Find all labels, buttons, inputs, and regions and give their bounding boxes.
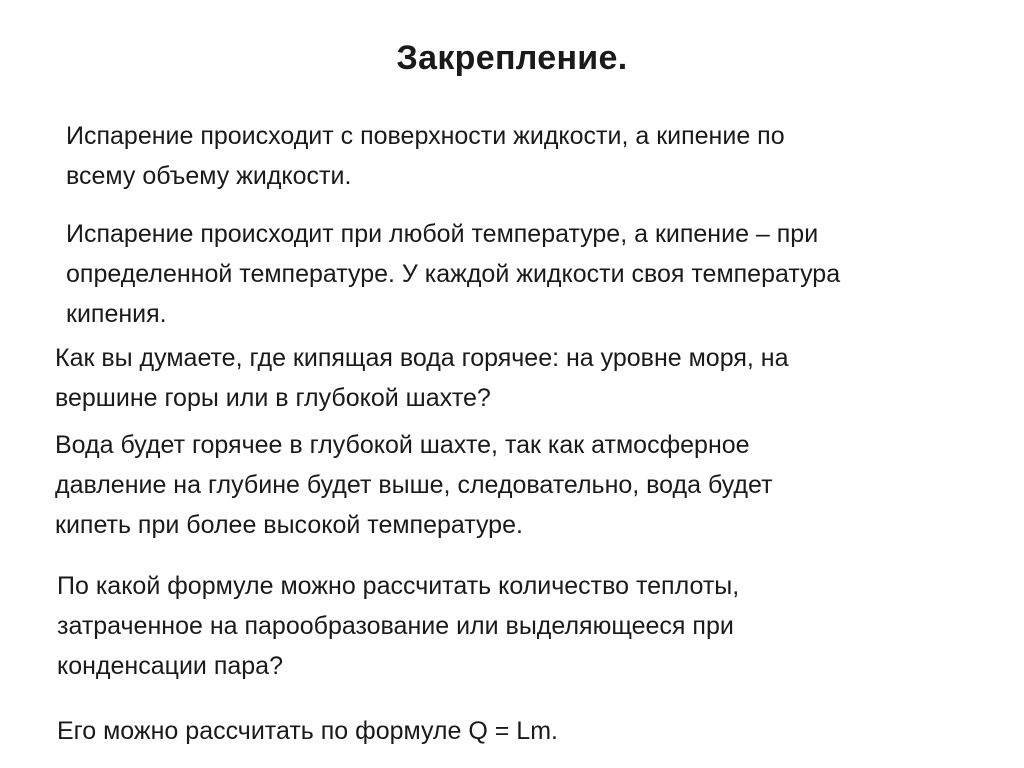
text-line: Его можно рассчитать по формуле Q = Lm. (57, 717, 558, 745)
text-line: определенной температуре. У каждой жидкости своя температура (66, 260, 841, 288)
text-line: кипения. (66, 300, 167, 328)
text-line: затраченное на парообразование или выделяющееся при (57, 612, 734, 640)
paragraph-evaporation-surface (66, 116, 785, 196)
text-line: давление на глубине будет выше, следовательно, вода будет (55, 471, 773, 499)
text-line: всему объему жидкости. (66, 162, 352, 190)
text-line: Испарение происходит с поверхности жидкости, а кипение по (66, 122, 785, 150)
answer-heat-formula (57, 711, 558, 751)
text-line: вершине горы или в глубокой шахте? (55, 384, 491, 412)
paragraph-evaporation-temperature (66, 214, 840, 334)
text-line: Как вы думаете, где кипящая вода горячее: на уровне моря, на (55, 344, 789, 372)
slide-title: Закрепление. (396, 39, 628, 77)
text-line: Испарение происходит при любой температуре, а кипение – при (66, 220, 819, 248)
question-heat-formula (57, 566, 739, 686)
question-boiling-water (55, 338, 788, 418)
text-line: Вода будет горячее в глубокой шахте, так как атмосферное (55, 431, 750, 459)
text-line: кипеть при более высокой температуре. (55, 511, 523, 539)
text-line: По какой формуле можно рассчитать количество теплоты, (57, 572, 740, 600)
text-line: конденсации пара? (57, 652, 283, 680)
answer-boiling-water (55, 425, 773, 545)
